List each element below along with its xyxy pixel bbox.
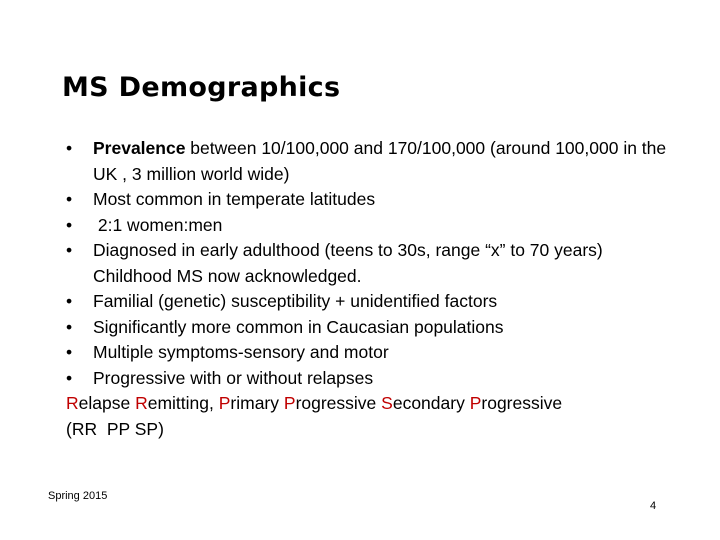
type-rest: rimary (230, 393, 284, 413)
page-number: 4 (650, 500, 657, 512)
abbreviation-line: (RR PP SP) (66, 418, 164, 439)
type-initial: P (283, 393, 296, 413)
bullet-marker: • (66, 189, 73, 209)
bullet-item-symptoms (66, 340, 686, 366)
type-initial: P (218, 393, 231, 413)
slide-title: MS Demographics (62, 72, 341, 103)
caucasian-text: Significantly more common in Caucasian populations (93, 316, 504, 337)
bullet-list (66, 136, 686, 442)
type-rest: emitting, (147, 393, 219, 413)
bullet-item-caucasian (66, 315, 686, 341)
ms-types-line (66, 391, 686, 417)
bullet-marker: • (66, 291, 73, 311)
diagnosis-text: Diagnosed in early adulthood (teens to 30s, range “x” to 70 years) Childhood MS now acknowledged. (93, 240, 603, 286)
type-initial: S (381, 393, 393, 413)
progressive-text: Progressive with or without relapses (93, 367, 374, 388)
footer-date: Spring 2015 (48, 490, 108, 502)
symptoms-text: Multiple symptoms-sensory and motor (93, 342, 389, 362)
prevalence-text: between 10/100,000 and 170/100,000 (around 100,000 in the UK , 3 million world wide) (93, 138, 667, 184)
type-rest: rogressive (481, 393, 563, 413)
bullet-marker: • (66, 367, 73, 388)
ratio-text: 2:1 women:men (93, 214, 223, 235)
bullet-marker: • (66, 342, 73, 362)
type-initial: R (66, 393, 79, 413)
bullet-item-prevalence (66, 136, 686, 187)
bullet-item-progressive (66, 366, 686, 392)
type-rest: econdary (392, 393, 470, 413)
prevalence-label: Prevalence (93, 138, 186, 158)
type-initial: R (135, 393, 148, 413)
type-rest: rogressive (295, 393, 382, 413)
bullet-item-latitudes (66, 187, 686, 213)
bullet-item-ratio (66, 213, 686, 239)
bullet-item-familial (66, 289, 686, 315)
bullet-marker: • (66, 214, 73, 235)
latitudes-text: Most common in temperate latitudes (93, 189, 376, 209)
bullet-marker: • (66, 240, 73, 260)
type-initial: P (469, 393, 482, 413)
familial-text: Familial (genetic) susceptibility + unidentified factors (93, 291, 498, 311)
bullet-item-diagnosis (66, 238, 686, 289)
type-rest: elapse (78, 393, 136, 413)
bullet-marker: • (66, 316, 73, 337)
bullet-marker: • (66, 138, 73, 158)
